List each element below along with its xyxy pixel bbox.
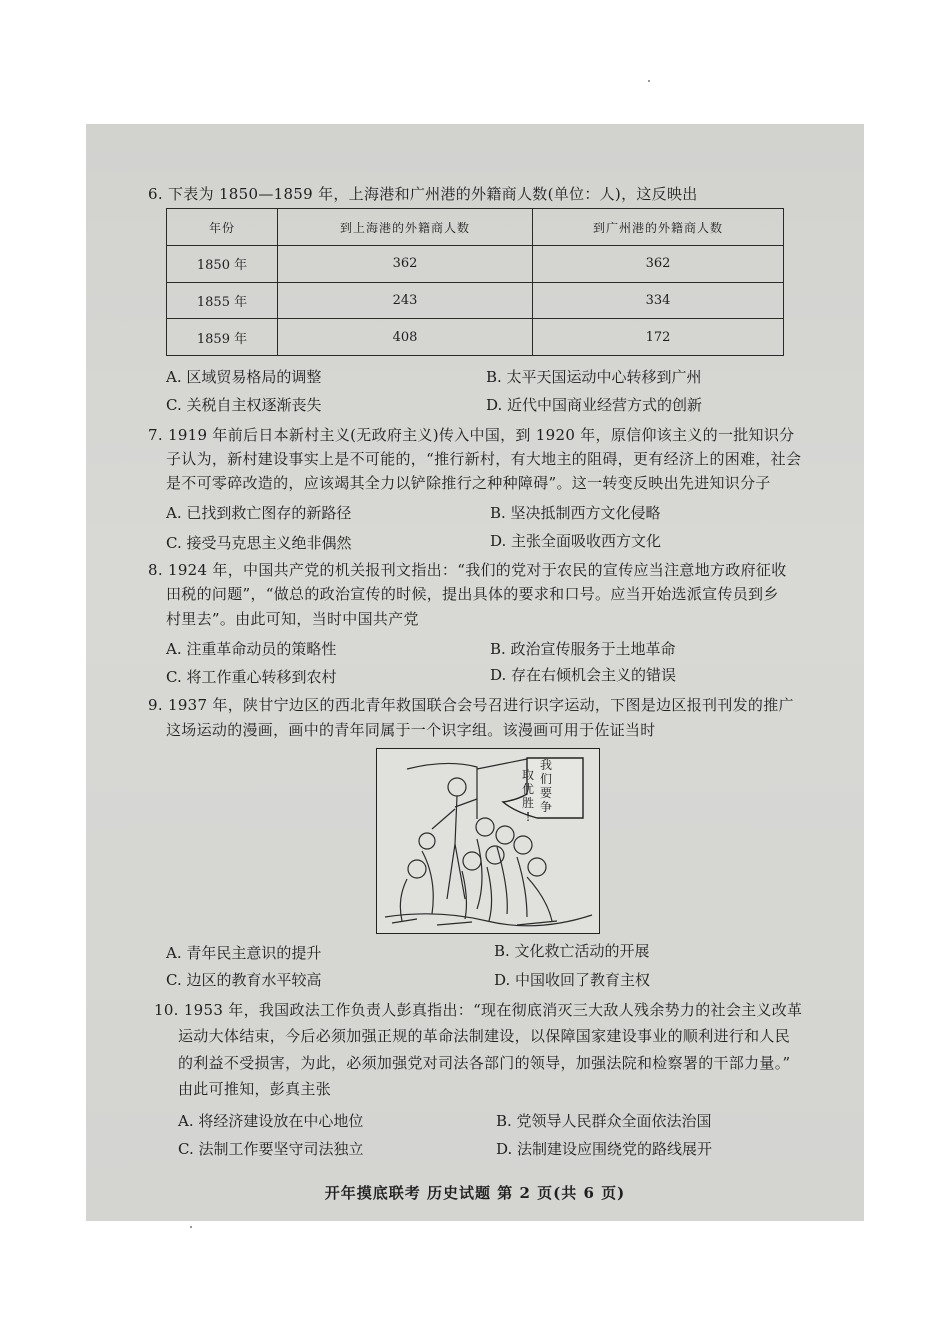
q7-option-c[interactable]: C. 接受马克思主义绝非偶然 (166, 534, 352, 552)
q8-option-d[interactable]: D. 存在右倾机会主义的错误 (490, 666, 677, 684)
q7-option-b[interactable]: B. 坚决抵制西方文化侵略 (490, 504, 661, 522)
table-cell: 1855 年 (167, 282, 278, 319)
q10-stem-line: 的利益不受损害，为此，必须加强党对司法各部门的领导，加强法院和检察署的干部力量。” (178, 1054, 791, 1072)
q6-table (166, 208, 784, 356)
table-cell: 1850 年 (167, 246, 278, 283)
table-header-row (167, 209, 784, 246)
q10-stem-line: 10. 1953 年，我国政法工作负责人彭真指出：“现在彻底消灭三大敌人残余势力的社会主义改革 (154, 1001, 803, 1019)
table-header: 年份 (167, 209, 278, 246)
q6-option-a[interactable]: A. 区域贸易格局的调整 (166, 368, 322, 386)
q7-option-d[interactable]: D. 主张全面吸收西方文化 (490, 532, 662, 550)
q8-option-a[interactable]: A. 注重革命动员的策略性 (166, 640, 337, 658)
q10-option-c[interactable]: C. 法制工作要坚守司法独立 (178, 1140, 364, 1158)
caption-char: 们 (539, 772, 552, 786)
table-cell: 408 (278, 319, 533, 356)
speck (648, 80, 650, 82)
q9-stem-line: 这场运动的漫画，画中的青年同属于一个识字组。该漫画可用于佐证当时 (166, 721, 656, 739)
table-cell: 362 (533, 246, 784, 283)
q10-option-a[interactable]: A. 将经济建设放在中心地位 (178, 1112, 364, 1130)
q8-option-b[interactable]: B. 政治宣传服务于土地革命 (490, 640, 676, 658)
q8-stem-line: 8. 1924 年，中国共产党的机关报刊文指出：“我们的党对于农民的宣传应当注意地方政府征收 (148, 561, 787, 579)
q8-stem-line: 田税的问题”，“做总的政治宣传的时候，提出具体的要求和口号。应当开始选派宣传员到乡 (166, 585, 779, 603)
table-header: 到广州港的外籍商人数 (533, 209, 784, 246)
q9-option-d[interactable]: D. 中国收回了教育主权 (494, 971, 651, 989)
caption-char: 我 (539, 758, 552, 772)
caption-char: 争 (539, 800, 552, 814)
table-cell: 1859 年 (167, 319, 278, 356)
q10-stem-line: 由此可推知，彭真主张 (178, 1080, 332, 1098)
q9-option-a[interactable]: A. 青年民主意识的提升 (166, 944, 322, 962)
caption-char: ! (525, 810, 531, 824)
q7-option-a[interactable]: A. 已找到救亡图存的新路径 (166, 504, 352, 522)
q10-option-b[interactable]: B. 党领导人民群众全面依法治国 (496, 1112, 712, 1130)
table-cell: 172 (533, 319, 784, 356)
table-header: 到上海港的外籍商人数 (278, 209, 533, 246)
table-cell: 362 (278, 246, 533, 283)
q10-option-d[interactable]: D. 法制建设应围绕党的路线展开 (496, 1140, 713, 1158)
cartoon-caption-col-1 (538, 758, 554, 814)
caption-char: 胜 (521, 796, 534, 810)
q9-option-c[interactable]: C. 边区的教育水平较高 (166, 971, 322, 989)
table-row (167, 246, 784, 283)
q6-option-d[interactable]: D. 近代中国商业经营方式的创新 (486, 396, 703, 414)
table-row (167, 282, 784, 319)
speck (190, 1226, 192, 1228)
q6-option-c[interactable]: C. 关税自主权逐渐丧失 (166, 396, 322, 414)
page-footer: 开年摸底联考 历史试题 第 2 页(共 6 页) (324, 1184, 626, 1202)
q6-stem: 6. 下表为 1850—1859 年，上海港和广州港的外籍商人数(单位：人)，这反映出 (148, 185, 698, 203)
q8-stem-line: 村里去”。由此可知，当时中国共产党 (166, 610, 419, 628)
caption-char: 取 (521, 768, 534, 782)
q8-option-c[interactable]: C. 将工作重心转移到农村 (166, 668, 337, 686)
table-row (167, 319, 784, 356)
q7-stem-line: 7. 1919 年前后日本新村主义(无政府主义)传入中国，到 1920 年，原信仰该主义的一批知识分 (148, 426, 795, 444)
cartoon-caption-col-2 (520, 768, 536, 824)
table-cell: 334 (533, 282, 784, 319)
q6-option-b[interactable]: B. 太平天国运动中心转移到广州 (486, 368, 702, 386)
caption-char: 要 (539, 786, 552, 800)
table-cell: 243 (278, 282, 533, 319)
q9-option-b[interactable]: B. 文化救亡活动的开展 (494, 942, 650, 960)
q7-stem-line: 子认为，新村建设事实上是不可能的，“推行新村，有大地主的阻碍，更有经济上的困难，社会 (166, 450, 802, 468)
q9-stem-line: 9. 1937 年，陕甘宁边区的西北青年救国联合会号召进行识字运动，下图是边区报刊刊发的推广 (148, 696, 794, 714)
caption-char: 优 (521, 782, 534, 796)
q10-stem-line: 运动大体结束，今后必须加强正规的革命法制建设，以保障国家建设事业的顺利进行和人民 (178, 1027, 791, 1045)
q7-stem-line: 是不可零碎改造的，应该竭其全力以铲除推行之种种障碍”。这一转变反映出先进知识分子 (166, 474, 771, 492)
